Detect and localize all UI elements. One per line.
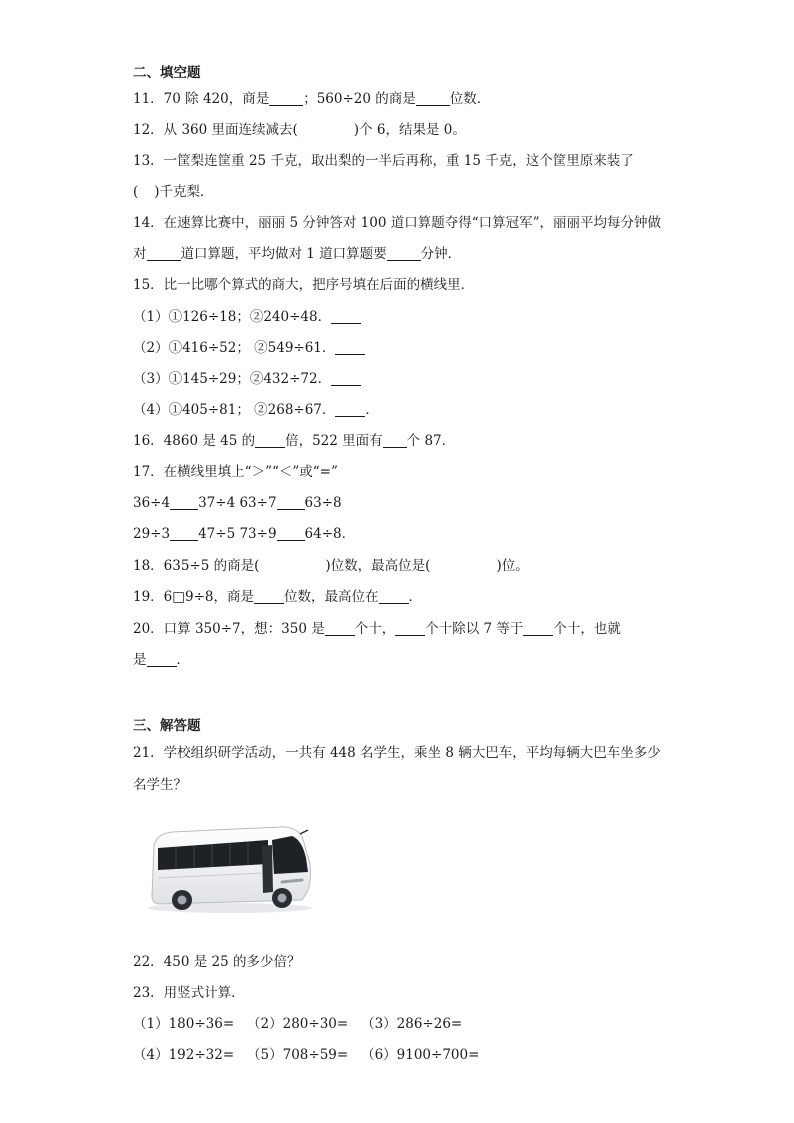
answer-blank[interactable] — [147, 246, 181, 261]
question-20-line-2: 是 ． — [133, 652, 190, 668]
question-18: 18．635÷5 的商是( )位数，最高位是( )位。 — [133, 558, 529, 574]
question-14-line-1: 14．在速算比赛中，丽丽 5 分钟答对 100 道口算题夺得“口算冠军”，丽丽平均每分钟做 — [133, 215, 662, 231]
question-16: 16．4860 是 45 的 倍，522 里面有 个 87． — [133, 433, 456, 449]
answer-blank[interactable] — [331, 371, 361, 386]
question-15-stem: 15．比一比哪个算式的商大，把序号填在后面的横线里． — [133, 277, 475, 293]
section-2-heading: 二、填空题 — [133, 65, 201, 81]
question-15-item-4: （4）①405÷81； ②268÷67． ． — [133, 402, 379, 418]
answer-blank[interactable] — [335, 402, 365, 417]
answer-blank[interactable] — [255, 433, 285, 448]
question-23-row-2: （4）192÷32= （5）708÷59= （6）9100÷700= — [133, 1047, 480, 1063]
question-15-item-2: （2）①416÷52； ②549÷61． — [133, 339, 365, 357]
answer-blank[interactable] — [523, 621, 553, 636]
bus-icon — [142, 818, 314, 918]
section-3-heading: 三、解答题 — [133, 718, 201, 734]
answer-blank[interactable] — [331, 309, 361, 324]
answer-blank[interactable] — [277, 495, 305, 510]
question-23-stem: 23．用竖式计算． — [133, 985, 245, 1001]
question-23-row-1: （1）180÷36= （2）280÷30= （3）286÷26= — [133, 1016, 463, 1032]
answer-blank[interactable] — [416, 91, 450, 106]
question-14-line-2: 对 道口算题，平均做对 1 道口算题要 分钟． — [133, 246, 462, 262]
question-21-line-2: 名学生？ — [133, 777, 187, 793]
question-15-item-1: （1）①126÷18；②240÷48． — [133, 308, 361, 326]
question-17-row-2: 29÷3 47÷5 73÷9 64÷8． — [133, 526, 356, 542]
question-17-row-1: 36÷4 37÷4 63÷7 63÷8 — [133, 495, 342, 511]
answer-blank[interactable] — [147, 652, 177, 667]
question-22: 22．450 是 25 的多少倍？ — [133, 954, 301, 970]
answer-blank[interactable] — [383, 433, 407, 448]
answer-blank[interactable] — [277, 526, 305, 541]
answer-blank[interactable] — [254, 589, 284, 604]
question-13-line-1: 13．一筐梨连筐重 25 千克，取出梨的一半后再称，重 15 千克，这个筐里原来装了 — [133, 153, 634, 169]
question-12: 12．从 360 里面连续减去( )个 6，结果是 0。 — [133, 122, 466, 138]
answer-blank[interactable] — [170, 526, 198, 541]
question-15-item-3: （3）①145÷29；②432÷72． — [133, 370, 361, 388]
answer-blank[interactable] — [379, 589, 409, 604]
question-11: 11．70 除 420，商是 ；560÷20 的商是 位数． — [133, 91, 491, 107]
question-21-line-1: 21．学校组织研学活动，一共有 448 名学生，乘坐 8 辆大巴车，平均每辆大巴车坐多少 — [133, 745, 661, 761]
answer-blank[interactable] — [269, 91, 303, 106]
answer-blank[interactable] — [335, 340, 365, 355]
answer-blank[interactable] — [325, 621, 355, 636]
answer-blank[interactable] — [170, 495, 198, 510]
question-17-stem: 17．在横线里填上“＞”“＜”或“=” — [133, 464, 338, 480]
question-20-line-1: 20．口算 350÷7，想：350 是 个十， 个十除以 7 等于 个十，也就 — [133, 621, 621, 637]
question-13-line-2: ( )千克梨． — [133, 184, 214, 200]
answer-blank[interactable] — [387, 246, 421, 261]
question-19: 19．6□9÷8，商是 位数，最高位在 ． — [133, 589, 423, 605]
answer-blank[interactable] — [395, 621, 425, 636]
